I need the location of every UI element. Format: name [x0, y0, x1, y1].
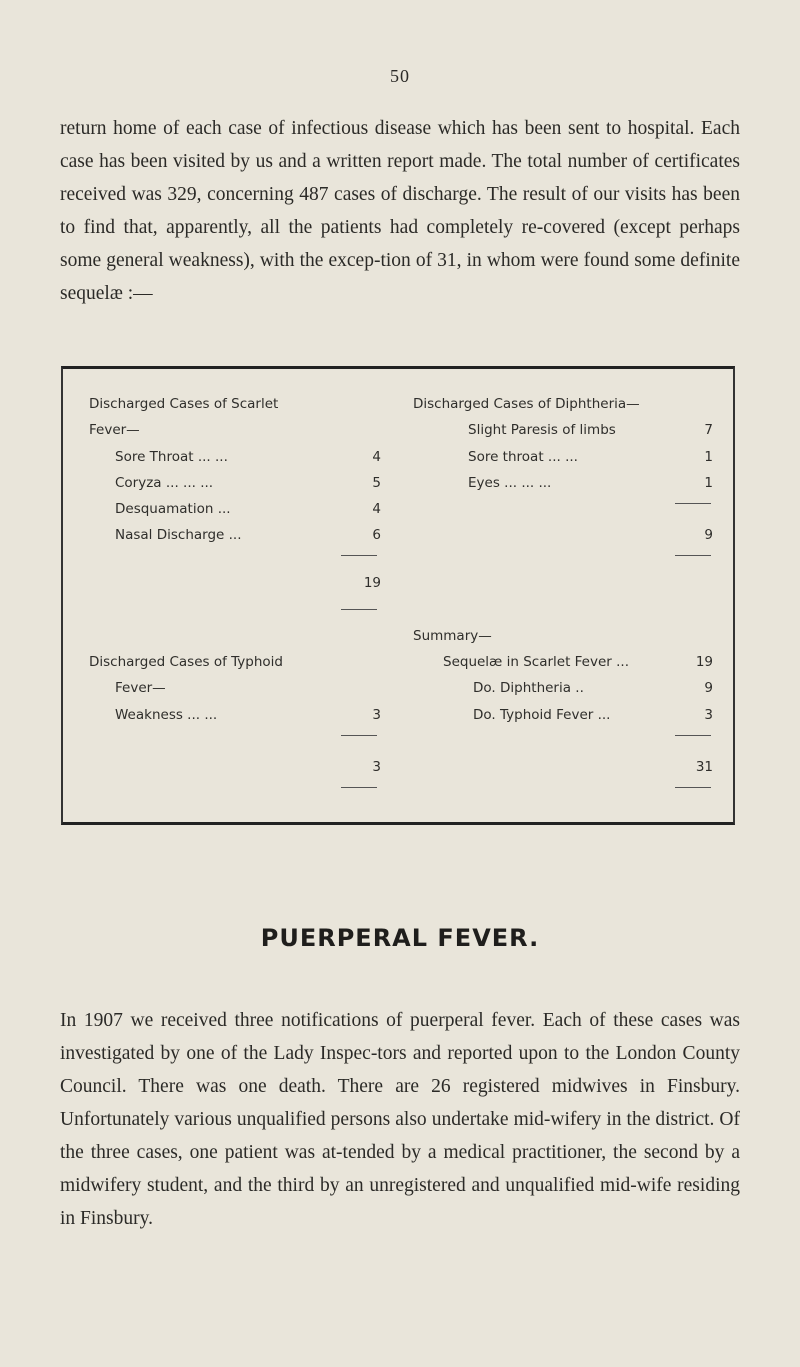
diphtheria-row-label: Sore throat ... ... [468, 449, 578, 465]
summary-row-label: Do. Diphtheria .. [473, 680, 584, 696]
diphtheria-row-value: 7 [704, 422, 713, 438]
diphtheria-rule-top [675, 503, 711, 504]
typhoid-row-label: Weakness ... ... [115, 707, 218, 723]
scarlet-row-value: 4 [372, 501, 381, 517]
scarlet-row-label: Coryza ... ... ... [115, 475, 214, 491]
scarlet-rule-top [341, 555, 377, 556]
scarlet-row-value: 6 [372, 527, 381, 543]
section-paragraph: In 1907 we received three notifications of puerperal fever. Each of these cases was investigated by one of the Lady Inspec-tors and reported upon to the London County Council. There was one death. There are 26 registered midwives in Finsbury. Unfortunately various unqualified persons also undertake mid-wifery in the district. Of the three cases, one patient was at-tended by a medical practitioner, the second by a midwifery student, and the third by an unregistered and unqualified mid-wife residing in Finsbury. [60, 1010, 740, 1229]
diphtheria-row-value: 1 [704, 449, 713, 465]
typhoid-rule-top [341, 735, 377, 736]
summary-rule-top [675, 735, 711, 736]
typhoid-row-value: 3 [372, 707, 381, 723]
scarlet-row-label: Desquamation ... [115, 501, 231, 517]
scarlet-heading: Discharged Cases of Scarlet [89, 396, 279, 412]
typhoid-rule-bottom [341, 787, 377, 788]
intro-paragraph: return home of each case of infectious disease which has been sent to hospital. Each case has been visited by us and a written report made. The total number of certificates received was 329, concerning 487 cases of discharge. The result of our visits has been to find that, apparently, all the patients had completely re-covered (except perhaps some general weakness), with the excep-tion of 31, in whom were found some definite sequelæ :— [60, 118, 740, 304]
scarlet-row-value: 5 [372, 475, 381, 491]
summary-total: 31 [695, 759, 713, 775]
diphtheria-rule-bottom [675, 555, 711, 556]
summary-row-label: Sequelæ in Scarlet Fever ... [443, 654, 630, 670]
typhoid-heading-cont: Fever— [115, 680, 166, 696]
summary-row-value: 3 [704, 707, 713, 723]
scarlet-row-value: 4 [372, 449, 381, 465]
typhoid-total: 3 [372, 759, 381, 775]
scarlet-row-label: Sore Throat ... ... [115, 449, 228, 465]
summary-row-value: 9 [704, 680, 713, 696]
diphtheria-heading: Discharged Cases of Diphtheria— [413, 396, 640, 412]
page-number: 50 [390, 66, 410, 86]
typhoid-heading: Discharged Cases of Typhoid [89, 654, 283, 670]
diphtheria-row-value: 1 [704, 475, 713, 491]
sequelae-table [61, 366, 735, 825]
diphtheria-row-label: Slight Paresis of limbs [468, 422, 616, 438]
summary-heading: Summary— [413, 628, 492, 644]
scarlet-row-label: Nasal Discharge ... [115, 527, 242, 543]
scarlet-heading-cont: Fever— [89, 422, 140, 438]
section-heading: PUERPERAL FEVER. [260, 924, 540, 952]
summary-rule-bottom [675, 787, 711, 788]
summary-row-value: 19 [695, 654, 713, 670]
diphtheria-total: 9 [704, 527, 713, 543]
scarlet-total: 19 [363, 575, 381, 591]
summary-row-label: Do. Typhoid Fever ... [473, 707, 611, 723]
scarlet-rule-bottom [341, 609, 377, 610]
diphtheria-row-label: Eyes ... ... ... [468, 475, 552, 491]
